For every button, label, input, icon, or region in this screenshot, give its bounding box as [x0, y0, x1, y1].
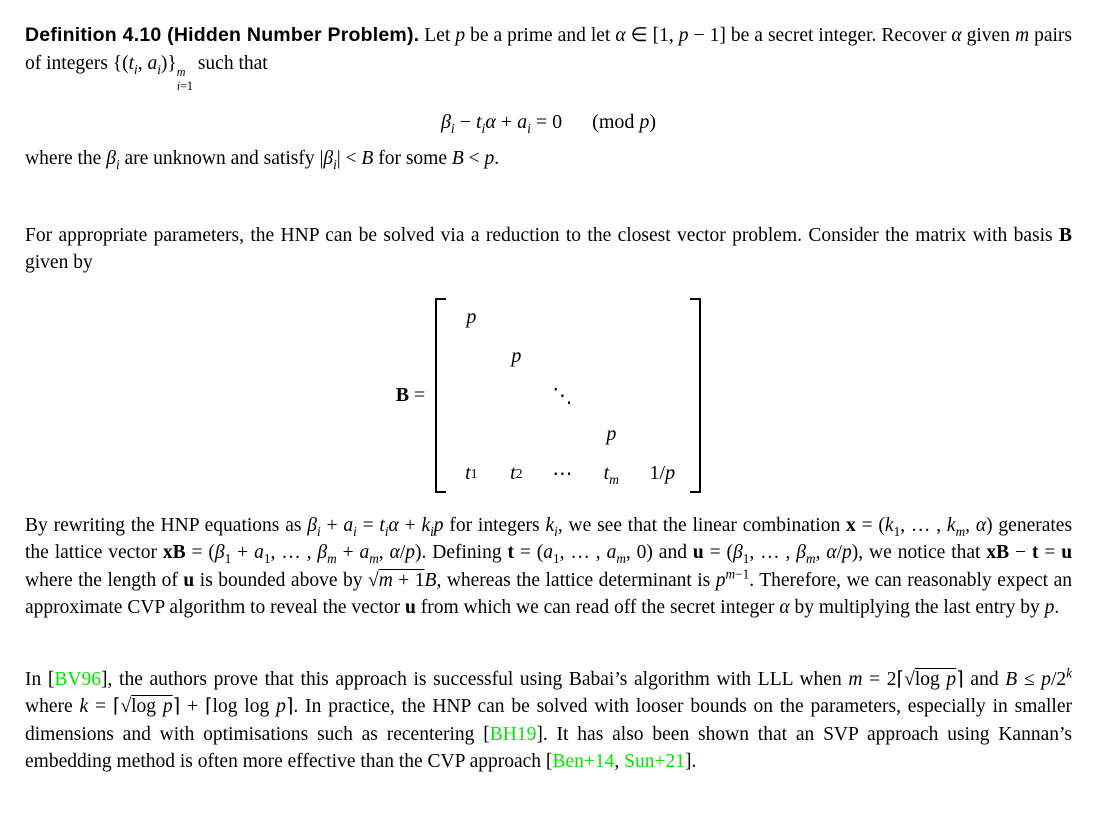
matrix-cell — [494, 298, 538, 337]
matrix-cell — [636, 376, 688, 415]
matrix-cell: $t_m$ — [603, 462, 619, 488]
matrix-cell: ⋱ — [552, 385, 573, 408]
matrix-cell: t 1 — [465, 462, 478, 485]
matrix-cell — [636, 298, 688, 337]
matrix-cell — [448, 376, 494, 415]
basis-matrix — [435, 298, 701, 493]
matrix-left-bracket — [435, 298, 446, 493]
matrix-cell: p — [511, 345, 522, 368]
citation-bh19[interactable]: BH19 — [489, 723, 537, 745]
literature-paragraph: In [BV96], the authors prove that this approach is successful using Babai’s algorithm with LLL when m = 2⌈√log p⌉ and $B \le p/2^k$ where k = ⌈√log p⌉ + ⌈log log p⌉. In practice, the HNP can be solved with looser bounds on the parameters, especially in smaller dimensions and with optimisations such as recentering [BH19]. It has also been shown that an SVP approach using Kannan’s embedding method is often more effective than the CVP approach [Ben+14, Sun+21]. — [25, 665, 1073, 773]
matrix-cell: ⋯ — [552, 463, 573, 486]
matrix-cell: p — [606, 423, 617, 446]
definition-paragraph — [25, 22, 1072, 94]
matrix-cell — [586, 298, 636, 337]
matrix-cell — [538, 415, 586, 454]
matrix-cell — [636, 337, 688, 376]
matrix-grid — [446, 298, 690, 493]
matrix-right-bracket — [690, 298, 701, 493]
definition-body: Let p be a prime and let α ∈ [1, p − 1] be a secret integer. Recover α given m pairs of integers {($t_i$, $a_i$)} m i=1 such that — [25, 25, 1073, 94]
matrix-cell — [494, 415, 538, 454]
basis-matrix-block — [25, 290, 1072, 502]
matrix-cell — [448, 337, 494, 376]
matrix-cell — [586, 376, 636, 415]
definition-heading: Definition 4.10 (Hidden Number Problem). — [25, 24, 420, 46]
sqrt-log-p: √log p — [904, 668, 957, 690]
reduction-paragraph: For appropriate parameters, the HNP can be solved via a reduction to the closest vector problem. Consider the matrix with basis B given by — [25, 224, 1072, 274]
lattice-explanation-paragraph: By rewriting the HNP equations as $\beta_i + a_i = t_i\alpha + k_ip$ for integers $k_i$, we see that the linear combination $x = (k_1$, … , $k_m$, α) generates the lattice vector xB = ($\beta_1 + a_1$, … , $\beta_m + a_m$, α/p). Defining $t = (a_1$, … , $a_m$, 0) and $u = (\beta_1$, … , $\beta_m$, α/p), we notice that xB − t = u where the length of u is bounded above by √m + 1B, whereas the lattice determinant is $p^{m-1}$. Therefore, we can reasonably expect an approximate CVP algorithm to reveal the vector u from which we can read off the secret integer α by multiplying the last entry by p. — [25, 514, 1073, 619]
matrix-cell — [494, 376, 538, 415]
sqrt-m-plus-1: √m + 1 — [367, 569, 425, 591]
citation-bv96[interactable]: BV96 — [54, 668, 101, 690]
citation-sun21[interactable]: Sun+21 — [624, 751, 685, 773]
matrix-cell — [636, 415, 688, 454]
set-index-bounds: m i=1 — [176, 65, 193, 94]
sqrt-log-p: √log p — [120, 696, 173, 718]
matrix-cell — [538, 298, 586, 337]
matrix-cell — [586, 337, 636, 376]
matrix-label: B = — [395, 384, 426, 407]
citation-ben14[interactable]: Ben+14 — [552, 751, 615, 773]
beta-bound-condition: where the $\beta_i$ are unknown and satisfy $|\beta_i| < B$ for some B < p. — [25, 148, 500, 173]
hnp-congruence-equation: $\beta_i - t_i\alpha + a_i = 0$ (mod p) — [440, 111, 657, 137]
matrix-cell — [448, 415, 494, 454]
matrix-cell — [538, 337, 586, 376]
matrix-cell: p — [466, 306, 477, 329]
matrix-cell: 1/ p — [649, 462, 676, 485]
matrix-cell: t 2 — [510, 462, 523, 485]
